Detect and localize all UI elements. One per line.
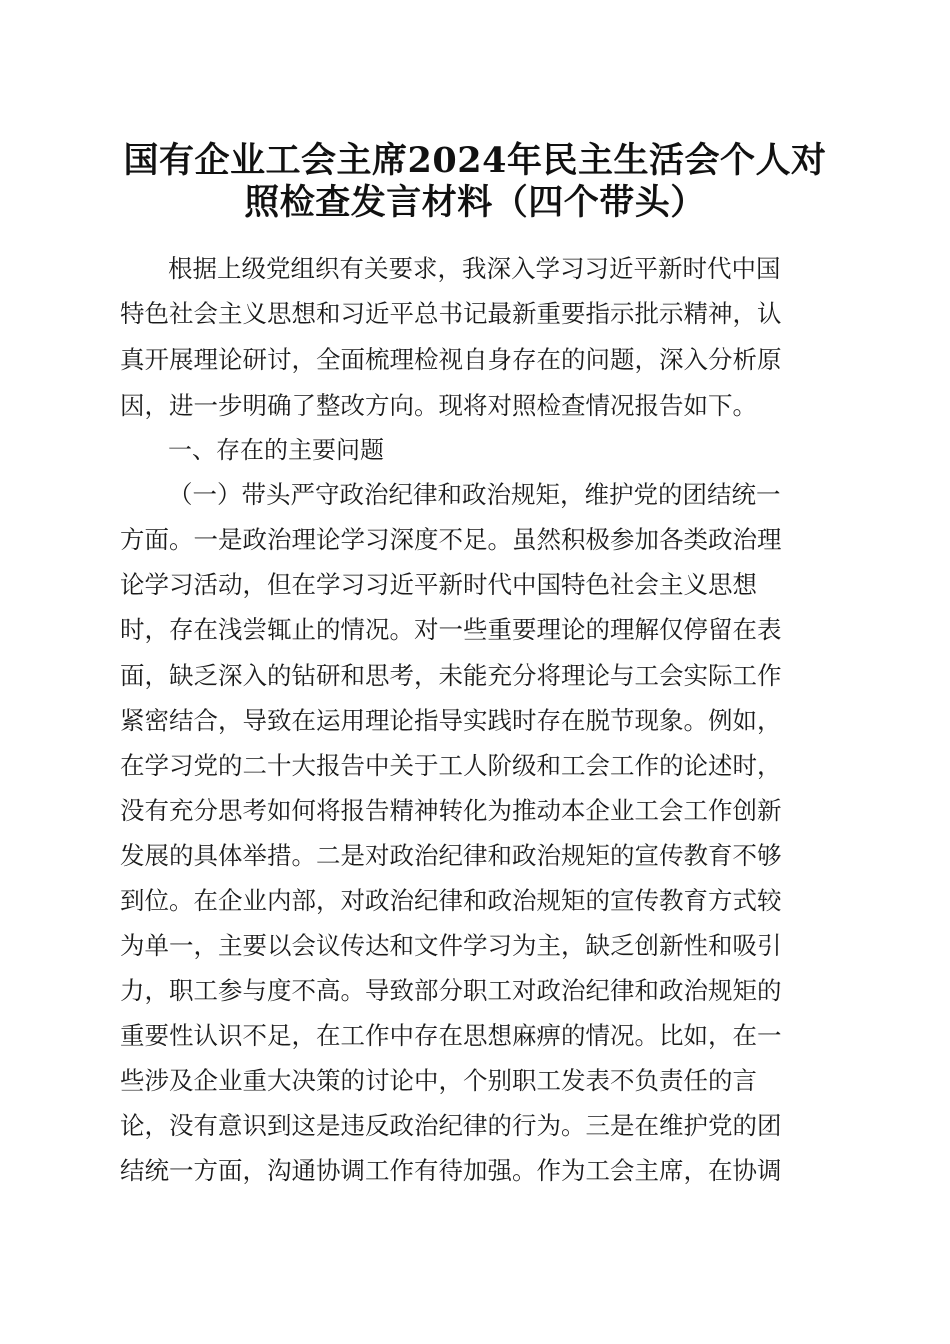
- body-line-7: 在学习党的二十大报告中关于工人阶级和工会工作的论述时，: [120, 751, 782, 780]
- body-line-3: 论学习活动，但在学习习近平新时代中国特色社会主义思想: [120, 570, 757, 599]
- section-heading: 一、存在的主要问题: [168, 436, 384, 464]
- body-line-6: 紧密结合，导致在运用理论指导实践时存在脱节现象。例如，: [120, 706, 782, 735]
- body-line-13: 重要性认识不足，在工作中存在思想麻痹的情况。比如，在一: [120, 1021, 782, 1050]
- body-line-4: 时，存在浅尝辄止的情况。对一些重要理论的理解仅停留在表: [120, 615, 782, 644]
- intro-line-3: 真开展理论研讨，全面梳理检视自身存在的问题，深入分析原: [120, 345, 782, 374]
- body-line-14: 些涉及企业重大决策的讨论中，个别职工发表不负责任的言: [120, 1066, 757, 1095]
- intro-line-2: 特色社会主义思想和习近平总书记最新重要指示批示精神，认: [120, 299, 782, 328]
- body-line-1: （一）带头严守政治纪律和政治规矩，维护党的团结统一: [168, 480, 781, 509]
- body-line-2: 方面。一是政治理论学习深度不足。虽然积极参加各类政治理: [120, 525, 782, 554]
- body-line-5: 面，缺乏深入的钻研和思考，未能充分将理论与工会实际工作: [120, 661, 782, 690]
- intro-line-4: 因，进一步明确了整改方向。现将对照检查情况报告如下。: [120, 391, 757, 420]
- document-title-line-2: 照检查发言材料（四个带头）: [244, 182, 706, 223]
- body-line-11: 为单一，主要以会议传达和文件学习为主，缺乏创新性和吸引: [120, 931, 782, 960]
- body-line-8: 没有充分思考如何将报告精神转化为推动本企业工会工作创新: [120, 796, 782, 825]
- body-line-10: 到位。在企业内部，对政治纪律和政治规矩的宣传教育方式较: [120, 886, 782, 915]
- body-line-9: 发展的具体举措。二是对政治纪律和政治规矩的宣传教育不够: [120, 841, 782, 870]
- body-line-15: 论，没有意识到这是违反政治纪律的行为。三是在维护党的团: [120, 1111, 782, 1140]
- intro-line-1: 根据上级党组织有关要求，我深入学习习近平新时代中国: [168, 254, 781, 283]
- body-line-16: 结统一方面，沟通协调工作有待加强。作为工会主席，在协调: [120, 1156, 782, 1185]
- body-line-12: 力，职工参与度不高。导致部分职工对政治纪律和政治规矩的: [120, 976, 782, 1005]
- document-title-line-1: 国有企业工会主席2024年民主生活会个人对: [123, 140, 827, 181]
